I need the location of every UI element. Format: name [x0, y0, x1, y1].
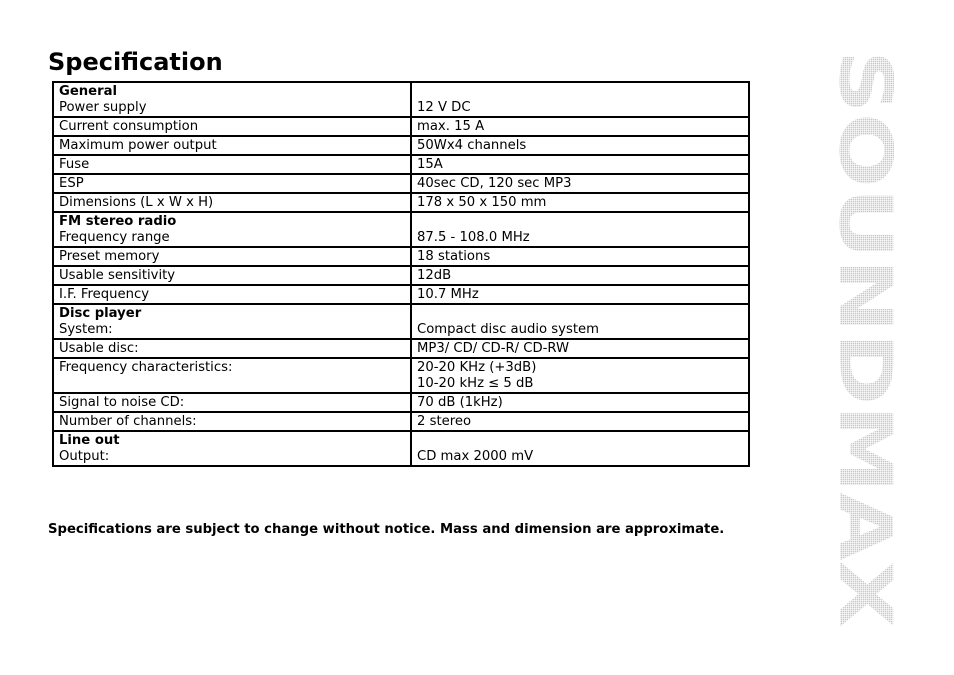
spec-value: Compact disc audio system [417, 322, 599, 337]
spec-value: CD max 2000 mV [417, 449, 534, 464]
spec-label: I.F. Frequency [59, 287, 150, 302]
spec-label: Usable sensitivity [59, 268, 176, 283]
spec-label-cell [53, 431, 411, 466]
spec-label-cell [53, 117, 411, 136]
spec-value-cell [411, 212, 749, 247]
table-row [53, 412, 749, 431]
spec-value: MP3/ CD/ CD-R/ CD-RW [417, 341, 570, 356]
spec-label-cell [53, 136, 411, 155]
spec-label-cell [53, 393, 411, 412]
spec-label: Number of channels: [59, 414, 197, 429]
spec-value: 50Wx4 channels [417, 138, 527, 153]
spec-value: max. 15 A [417, 119, 485, 134]
spec-label: Preset memory [59, 249, 160, 264]
spec-value: 40sec CD, 120 sec MP3 [417, 176, 572, 191]
spec-label: Dimensions (L x W x H) [59, 195, 214, 210]
spec-label-cell [53, 212, 411, 247]
table-row [53, 212, 749, 247]
spec-label: Maximum power output [59, 138, 217, 153]
spec-value: 70 dB (1kHz) [417, 395, 503, 410]
spec-value: 18 stations [417, 249, 491, 264]
table-row [53, 339, 749, 358]
spec-value: 87.5 - 108.0 MHz [417, 230, 530, 245]
spec-label: Signal to noise CD: [59, 395, 185, 410]
spec-value-cell [411, 431, 749, 466]
spec-label-cell [53, 155, 411, 174]
brand-logo-text: SOUNDMAX [823, 50, 908, 525]
spec-label-cell [53, 247, 411, 266]
spec-label: Current consumption [59, 119, 199, 134]
spec-value-cell [411, 393, 749, 412]
spec-label-cell [53, 339, 411, 358]
spec-label-cell [53, 174, 411, 193]
table-row [53, 431, 749, 466]
spec-value: 2 stereo [417, 414, 472, 429]
spec-table [52, 81, 750, 467]
table-row [53, 393, 749, 412]
disclaimer-note: Specifications are subject to change without notice. Mass and dimension are approximate. [48, 522, 725, 537]
table-row [53, 82, 749, 117]
spec-label-cell [53, 358, 411, 393]
spec-value-cell [411, 155, 749, 174]
spec-label-cell [53, 193, 411, 212]
spec-label-cell [53, 412, 411, 431]
spec-label: Fuse [59, 157, 90, 172]
spec-value-cell [411, 136, 749, 155]
spec-value: 12 V DC [417, 100, 471, 115]
spec-label: System: [59, 322, 113, 337]
spec-value-cell [411, 117, 749, 136]
spec-label-cell [53, 304, 411, 339]
table-row [53, 358, 749, 393]
spec-value: 12dB [417, 268, 452, 283]
spec-label: Power supply [59, 100, 147, 115]
brand-logo [823, 48, 908, 630]
spec-label: Frequency characteristics: [59, 360, 233, 375]
spec-value-cell [411, 247, 749, 266]
spec-label: Output: [59, 449, 110, 464]
table-row [53, 174, 749, 193]
spec-label: Usable disc: [59, 341, 139, 356]
table-row [53, 155, 749, 174]
spec-label-cell [53, 266, 411, 285]
spec-label-cell [53, 285, 411, 304]
spec-value-cell [411, 193, 749, 212]
spec-value-cell [411, 304, 749, 339]
table-row [53, 136, 749, 155]
section-heading: FM stereo radio [59, 214, 177, 229]
spec-label: ESP [59, 176, 84, 191]
spec-value-cell [411, 266, 749, 285]
spec-value: 178 x 50 x 150 mm [417, 195, 547, 210]
spec-value: 20-20 KHz (+3dB) [417, 360, 537, 375]
spec-value-cell [411, 285, 749, 304]
spec-value-cell [411, 412, 749, 431]
spec-value-line-2: 10-20 kHz ≤ 5 dB [417, 376, 534, 391]
table-row [53, 304, 749, 339]
spec-value-cell [411, 339, 749, 358]
section-heading: Disc player [59, 306, 142, 321]
section-heading: General [59, 84, 118, 99]
spec-value-cell [411, 82, 749, 117]
table-row [53, 247, 749, 266]
spec-value: 10.7 MHz [417, 287, 479, 302]
table-row [53, 266, 749, 285]
table-row [53, 117, 749, 136]
spec-value: 15A [417, 157, 443, 172]
table-row [53, 193, 749, 212]
spec-label: Frequency range [59, 230, 170, 245]
spec-value-cell [411, 358, 749, 393]
page-title: Specification [48, 48, 223, 76]
table-row [53, 285, 749, 304]
spec-value-cell [411, 174, 749, 193]
section-heading: Line out [59, 433, 120, 448]
spec-label-cell [53, 82, 411, 117]
